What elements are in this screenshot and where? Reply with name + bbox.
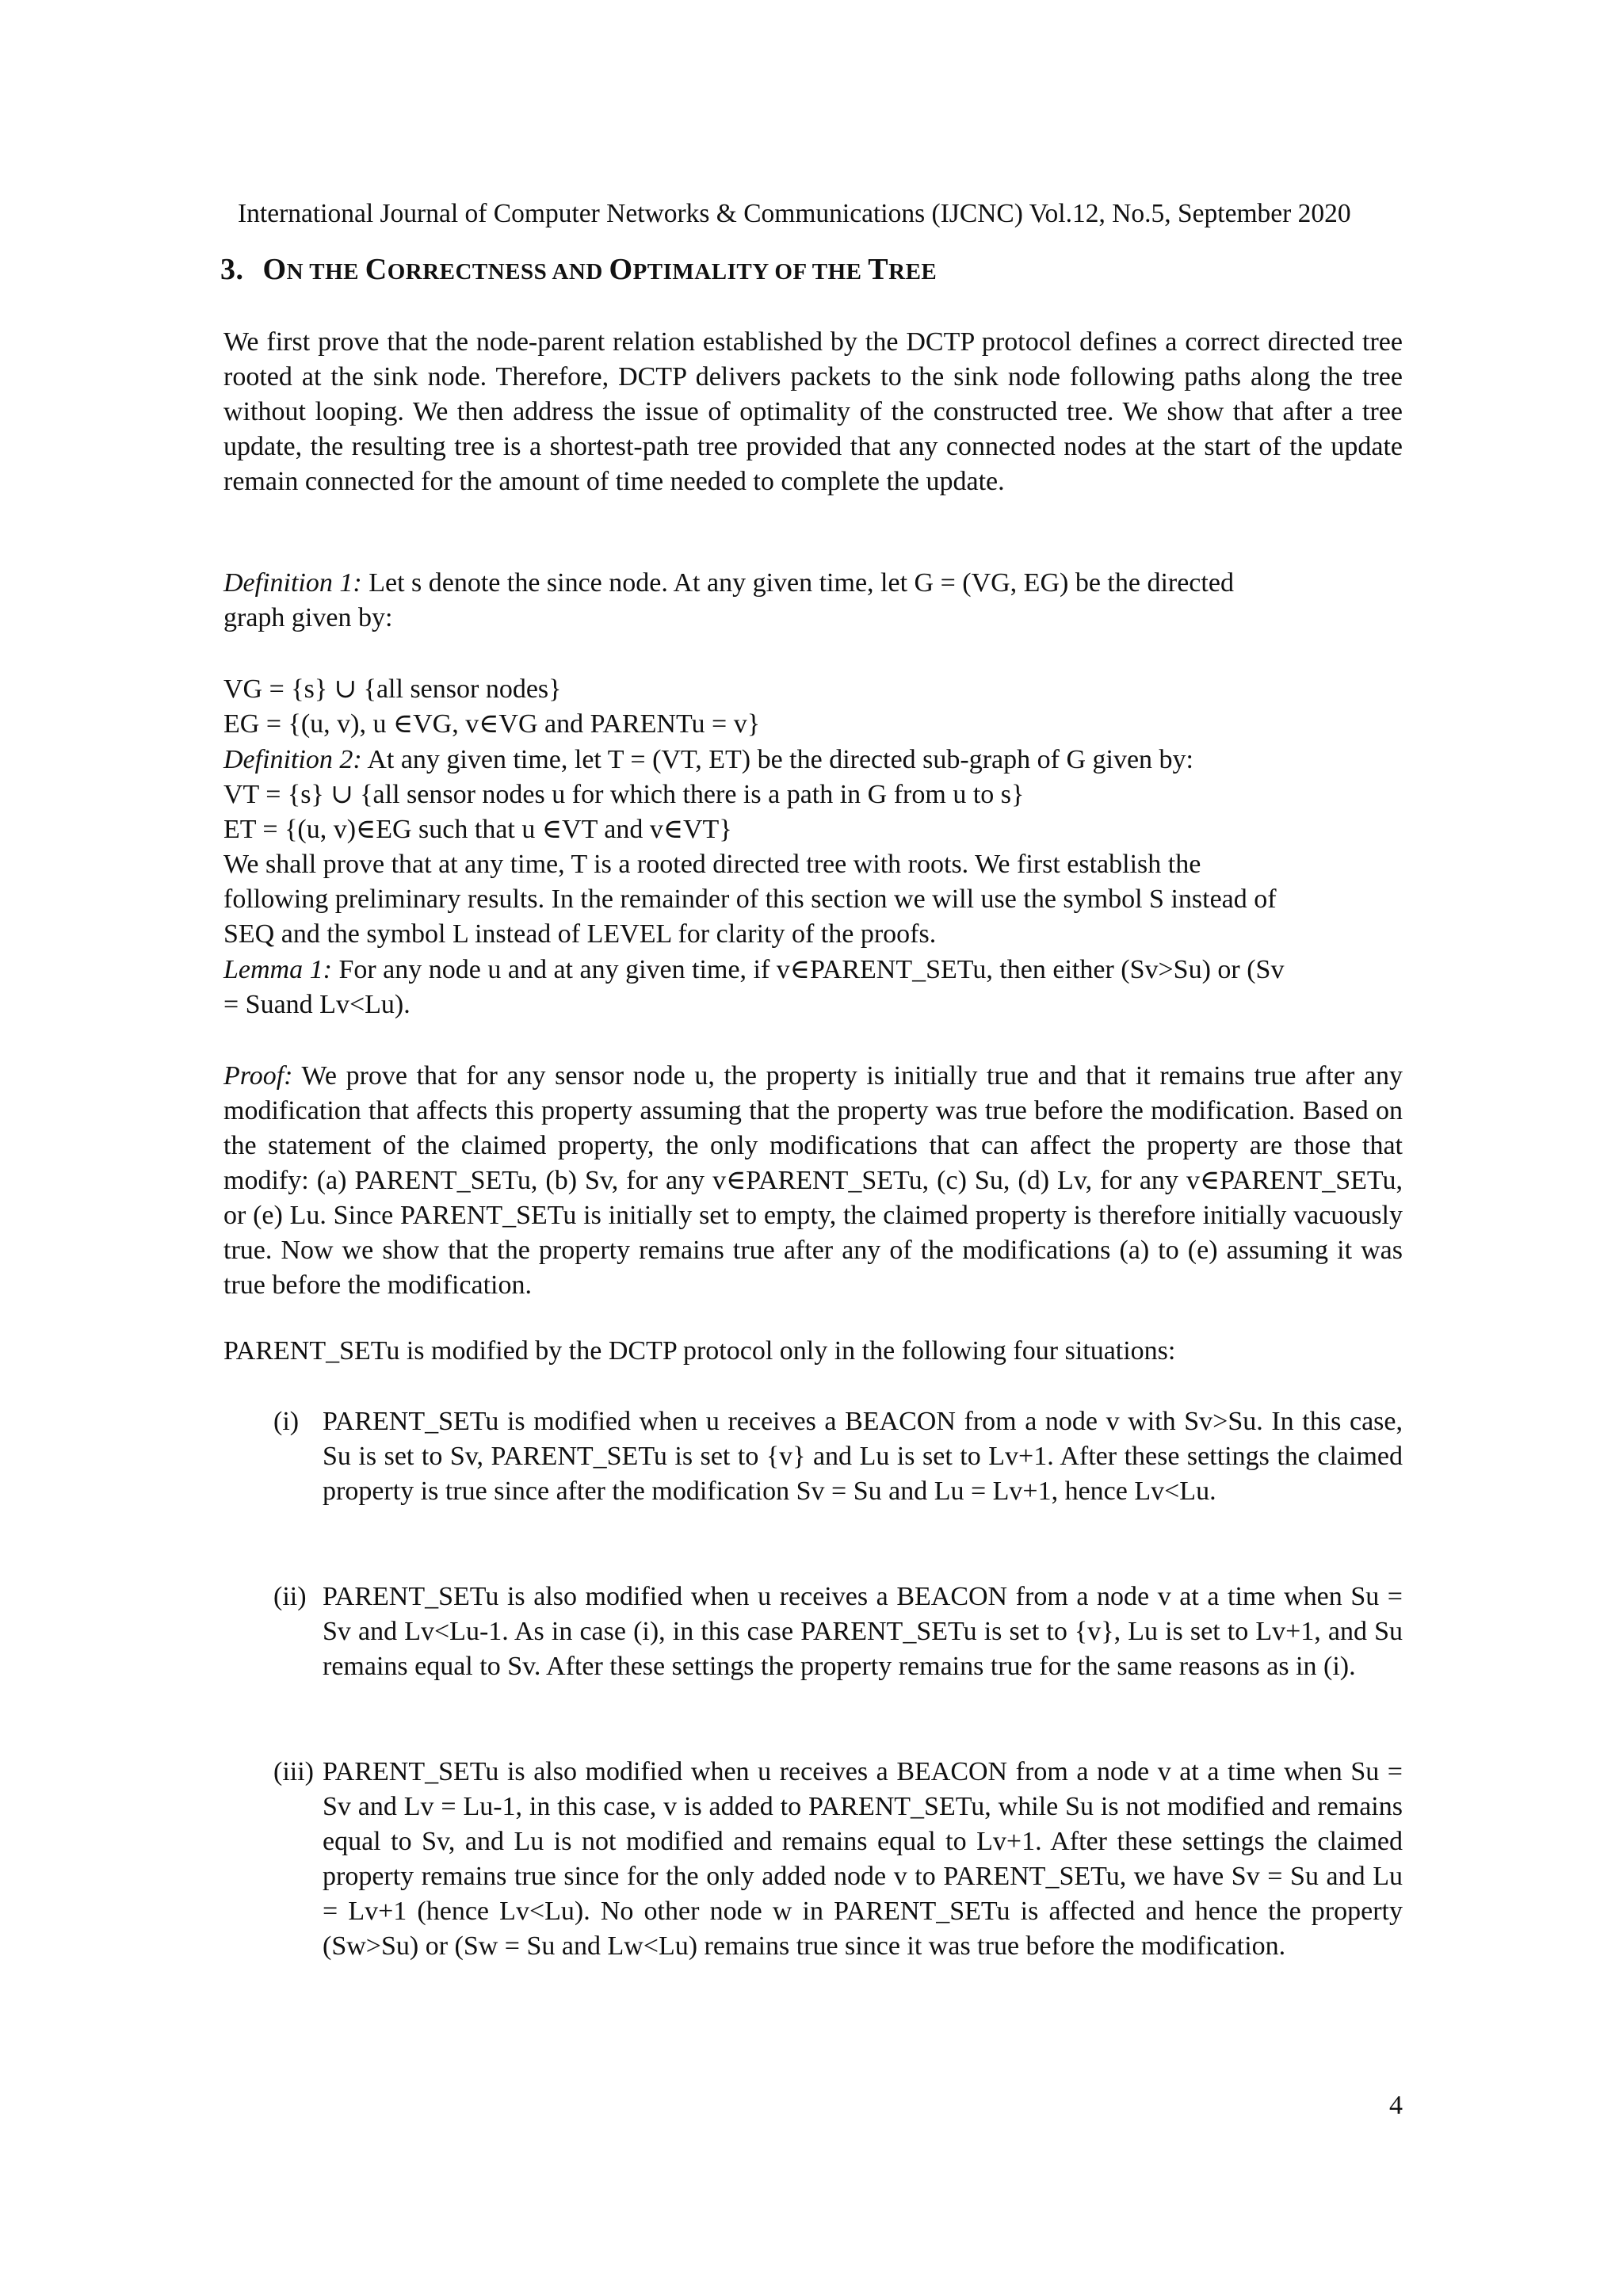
definition-1-text-cont: graph given by: <box>223 603 393 632</box>
case-text: PARENT_SETu is also modified when u receives a BEACON from a node v at a time when Su = Sv and Lv<Lu-1. As in case (i), in this case PARENT_SETu is set to {v}, Lu is set to Lv+1, and Su remains equal to Sv. After these settings the property remains true for the same reasons as in (i). <box>323 1582 1403 1681</box>
case-text: PARENT_SETu is modified when u receives a BEACON from a node v with Sv>Su. In this case, Su is set to Sv, PARENT_SETu is set to {v} and Lu is set to Lv+1. After these settings the claimed property is true since after the modification Sv = Su and Lu = Lv+1, hence Lv<Lu. <box>323 1407 1403 1506</box>
vt-equation: VT = {s} ∪ {all sensor nodes u for which there is a path in G from u to s} <box>223 780 1025 809</box>
vg-equation: VG = {s} ∪ {all sensor nodes} <box>223 674 562 704</box>
case-label: (i) <box>273 1407 300 1436</box>
definition-1-label: Definition 1: <box>223 568 362 598</box>
proof-paragraph <box>223 1059 1403 1303</box>
case-label: (iii) <box>273 1757 314 1786</box>
situations-intro: PARENT_SETu is modified by the DCTP protocol only in the following four situations: <box>223 1336 1176 1366</box>
running-header: International Journal of Computer Networks & Communications (IJCNC) Vol.12, No.5, September 2020 <box>238 199 1351 228</box>
definition-1 <box>223 566 1403 636</box>
proof-label: Proof: <box>223 1061 293 1091</box>
section-heading <box>220 252 937 289</box>
lemma-1-text-cont: = Suand Lv<Lu). <box>223 990 411 1019</box>
eg-equation: EG = {(u, v), u ∈VG, v∈VG and PARENTu = v} <box>223 709 761 739</box>
proof-text: We prove that for any sensor node u, the property is initially true and that it remains true after any modification that affects this property assuming that the property was true before the modification. Based on the statement of the claimed property, the only modifications that can affect the property are those that modify: (a) PARENT_SETu, (b) Sv, for any v∈PARENT_SETu, (c) Su, (d) Lv, for any v∈PARENT_SETu, or (e) Lu. Since PARENT_SETu is initially set to empty, the claimed property is therefore initially vacuously true. Now we show that the property remains true after any of the modifications (a) to (e) assuming it was true before the modification. <box>223 1061 1403 1300</box>
page-number: 4 <box>1389 2091 1403 2120</box>
lemma-1-text: For any node u and at any given time, if v∈PARENT_SETu, then either (Sv>Su) or (Sv <box>338 955 1285 984</box>
definition-2 <box>223 743 1403 777</box>
case-label: (ii) <box>273 1582 307 1611</box>
case-text: PARENT_SETu is also modified when u receives a BEACON from a node v at a time when Su = Sv and Lv = Lu-1, in this case, v is added to PARENT_SETu, while Su is not modified and remains equal to Sv, and Lu is not modified and remains equal to Lv+1. After these settings the claimed property remains true since for the only added node v to PARENT_SETu, we have Sv = Su and Lu = Lv+1 (hence Lv<Lu). No other node w in PARENT_SETu is affected and hence the property (Sw>Su) or (Sw = Su and Lw<Lu) remains true since it was true before the modification. <box>323 1757 1403 1961</box>
preliminary-paragraph: We shall prove that at any time, T is a rooted directed tree with roots. We first establish the following preliminary results. In the remainder of this section we will use the symbol S instead of SEQ and the symbol L instead of LEVEL for clarity of the proofs. <box>223 850 1277 949</box>
intro-paragraph: We first prove that the node-parent relation established by the DCTP protocol defines a correct directed tree rooted at the sink node. Therefore, DCTP delivers packets to the sink node following paths along the tree without looping. We then address the issue of optimality of the constructed tree. We show that after a tree update, the resulting tree is a shortest-path tree provided that any connected nodes at the start of the update remain connected for the amount of time needed to complete the update. <box>223 327 1403 496</box>
lemma-1-label: Lemma 1: <box>223 955 332 984</box>
definition-1-text: Let s denote the since node. At any given time, let G = (VG, EG) be the directed <box>369 568 1234 598</box>
section-number: 3. <box>220 253 244 286</box>
lemma-1 <box>223 953 1403 1022</box>
et-equation: ET = {(u, v)∈EG such that u ∈VT and v∈VT} <box>223 815 732 844</box>
definition-2-label: Definition 2: <box>223 745 362 774</box>
section-title: ON THE CORRECTNESS AND OPTIMALITY OF THE TREE <box>262 253 938 286</box>
definition-2-text: At any given time, let T = (VT, ET) be the directed sub-graph of G given by: <box>367 745 1194 774</box>
